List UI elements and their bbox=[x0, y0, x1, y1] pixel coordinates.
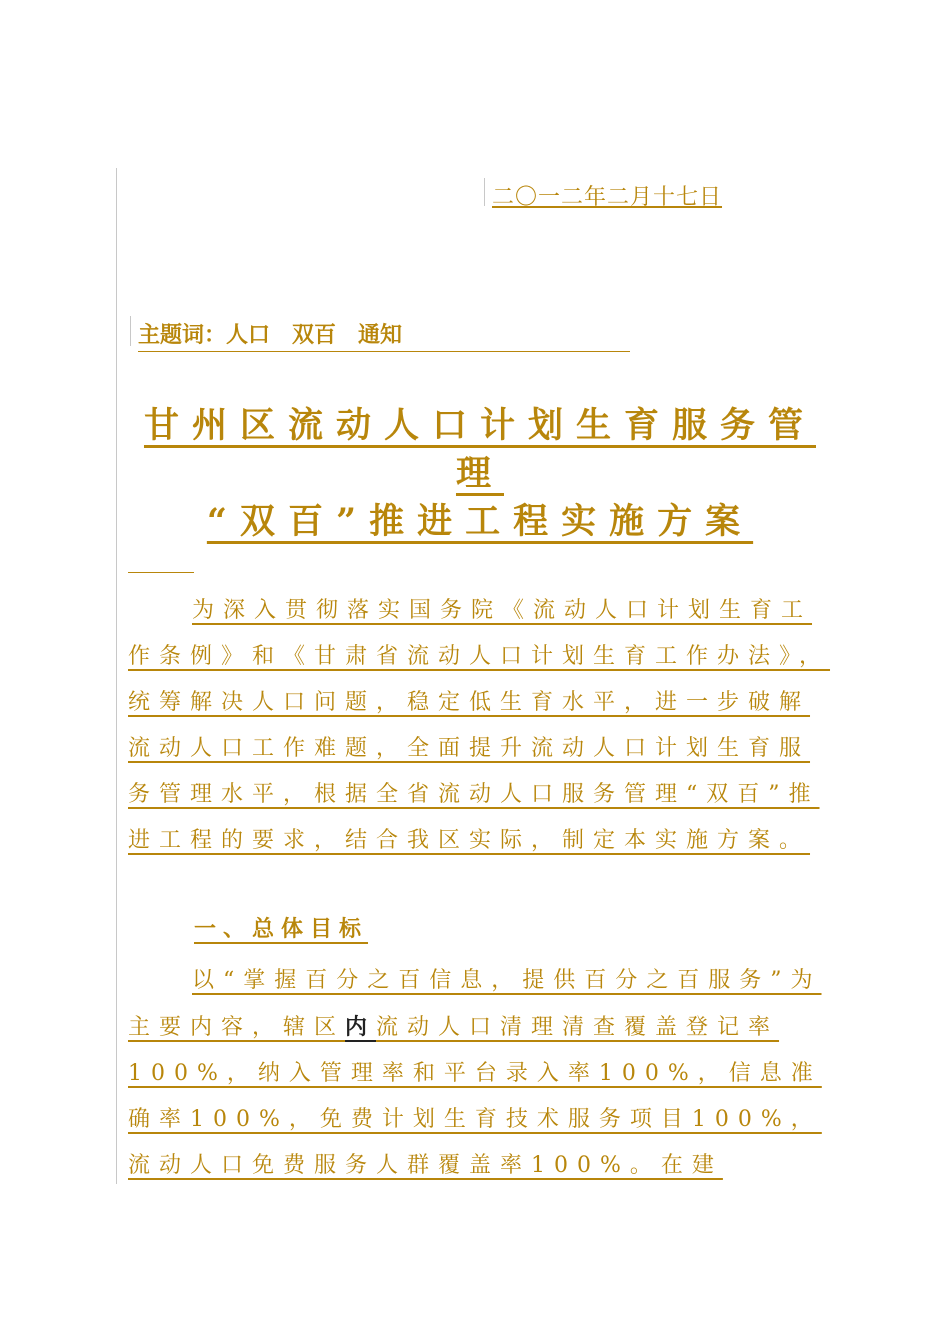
section-1-text-c: 流动人口清理清查覆盖登记率100%，纳入管理率和平台录入率100%，信息准确率100%，免费计划生育技术服务项目100%，流动人口免费服务人群覆盖率100%。在建 bbox=[128, 1015, 822, 1178]
section-1-text-a: 以“掌握百分之百信息，提供百分之百服务”为主要内容，辖区 bbox=[128, 968, 822, 1040]
intro-text: 为深入贯彻落实国务院《流动人口计划生育工作条例》和《甘肃省流动人口计划生育工作办法》，统筹解决人口问题，稳定低生育水平，进一步破解流动人口工作难题，全面提升流动人口计划生育服务管理水平，根据全省流动人口服务管理“双百”推进工程的要求，结合我区实际，制定本实施方案。 bbox=[128, 598, 831, 853]
date-marker-line bbox=[484, 178, 485, 206]
title-text-2: 理 bbox=[455, 453, 504, 494]
keywords-line: 主题词：人口 双百 通知 bbox=[138, 318, 630, 352]
title-line-1 bbox=[130, 398, 830, 448]
section-1-text-b: 内 bbox=[345, 1014, 377, 1040]
title-text-3: “双百”推进工程实施方案 bbox=[206, 501, 754, 542]
left-margin-line bbox=[116, 168, 117, 1184]
section-1-heading: 一、总体目标 bbox=[194, 916, 369, 942]
title-text-1: 甘州区流动人口计划生育服务管 bbox=[143, 405, 816, 446]
title-line-3 bbox=[130, 494, 830, 544]
separator-line bbox=[128, 572, 194, 573]
intro-paragraph bbox=[128, 588, 834, 864]
keywords-marker-line bbox=[130, 316, 131, 346]
section-1-paragraph bbox=[128, 958, 834, 1189]
document-date: 二〇一二年二月十七日 bbox=[492, 185, 723, 210]
title-line-2 bbox=[130, 446, 830, 496]
